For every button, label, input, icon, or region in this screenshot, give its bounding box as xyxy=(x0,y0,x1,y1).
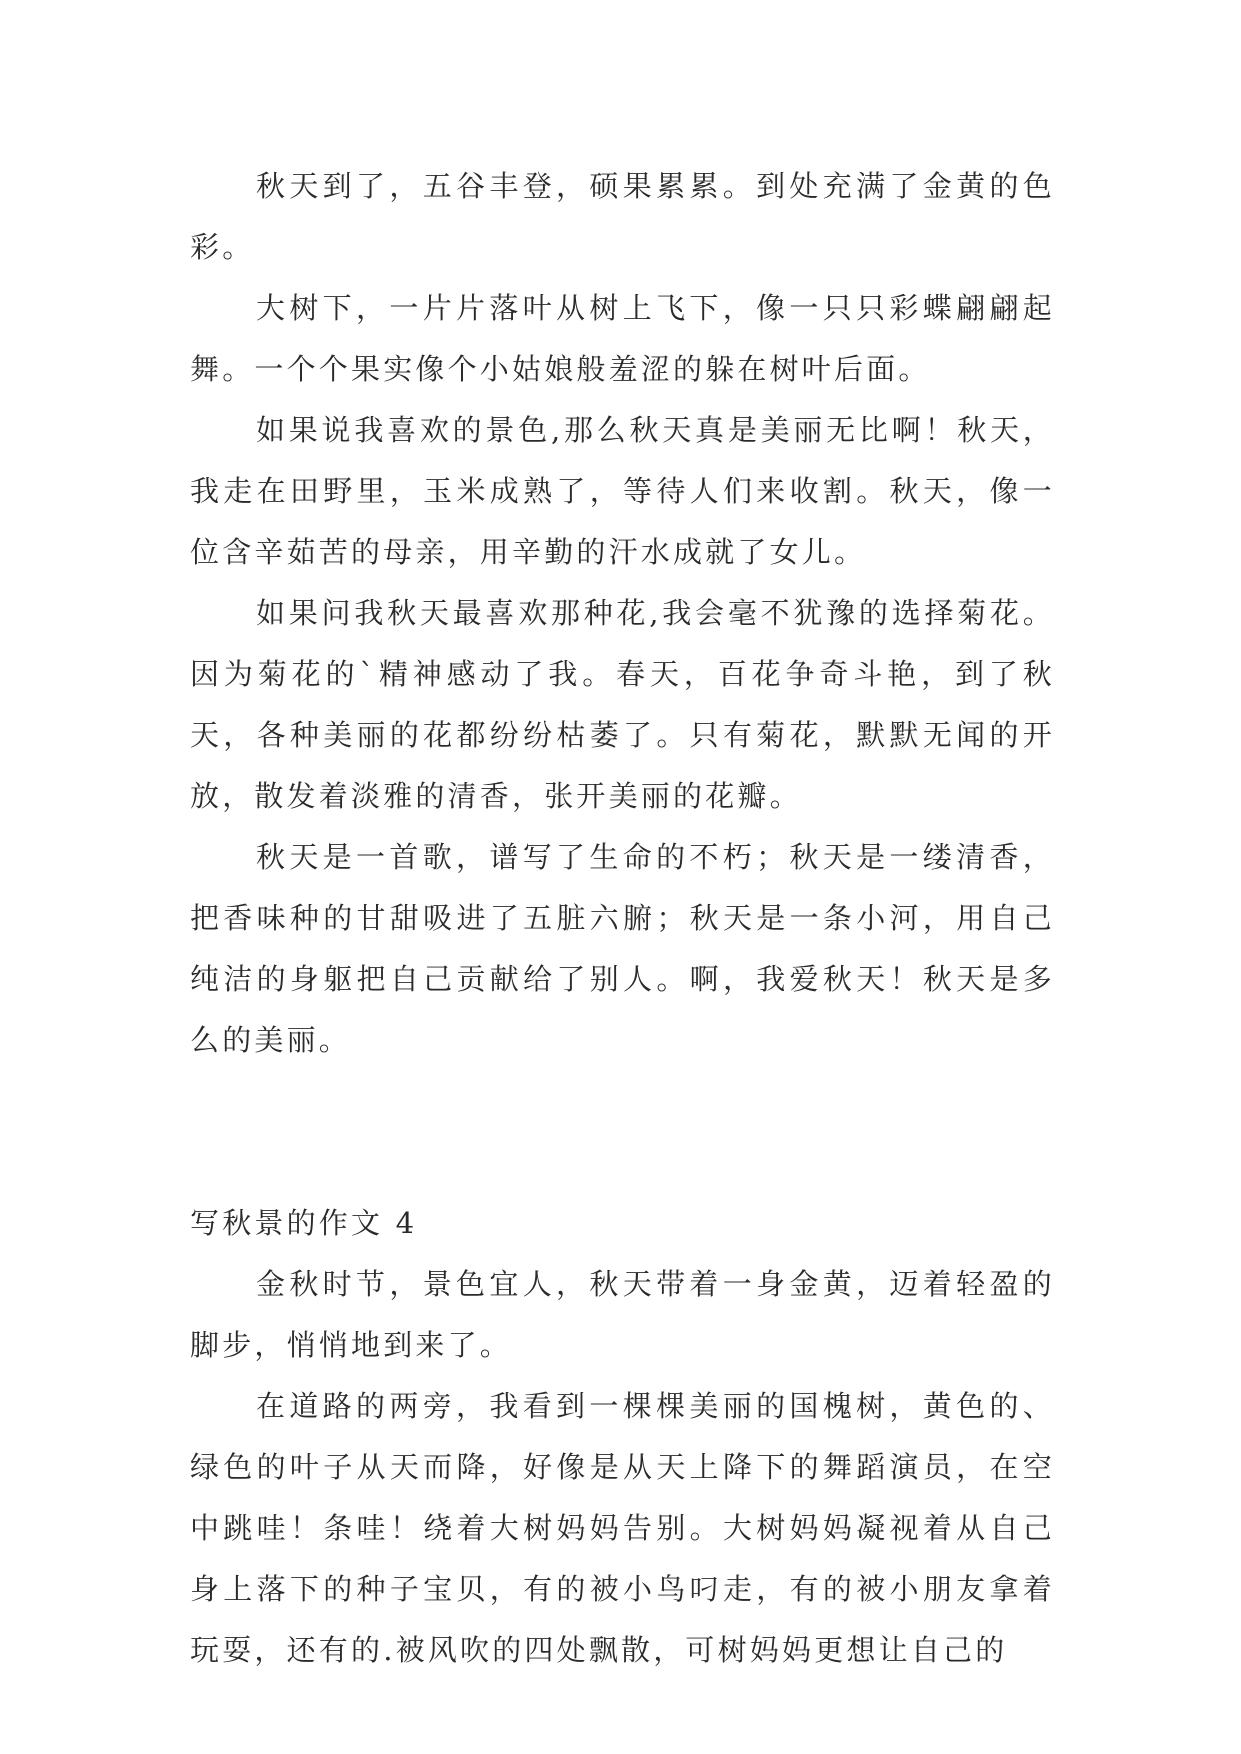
section-spacer xyxy=(190,1071,1055,1193)
paragraph-4: 如果问我秋天最喜欢那种花,我会毫不犹豫的选择菊花。因为菊花的`精神感动了我。春天，百花争奇斗艳，到了秋天，各种美丽的花都纷纷枯萎了。只有菊花，默默无闻的开放，散发着淡雅的清香，张开美丽的花瓣。 xyxy=(190,596,1055,813)
document-body xyxy=(190,156,1055,1681)
paragraph-5: 秋天是一首歌，谱写了生命的不朽；秋天是一缕清香，把香味种的甘甜吸进了五脏六腑；秋天是一条小河，用自己纯洁的身躯把自己贡献给了别人。啊，我爱秋天！秋天是多么的美丽。 xyxy=(190,840,1055,1057)
paragraph-3: 如果说我喜欢的景色,那么秋天真是美丽无比啊！秋天，我走在田野里，玉米成熟了，等待人们来收割。秋天，像一位含辛茹苦的母亲，用辛勤的汗水成就了女儿。 xyxy=(190,413,1055,569)
section-title: 写秋景的作文 4 xyxy=(190,1206,418,1240)
paragraph-6: 金秋时节，景色宜人，秋天带着一身金黄，迈着轻盈的脚步，悄悄地到来了。 xyxy=(190,1267,1055,1362)
paragraph-1: 秋天到了，五谷丰登，硕果累累。到处充满了金黄的色彩。 xyxy=(190,169,1055,264)
paragraph-7: 在道路的两旁，我看到一棵棵美丽的国槐树，黄色的、绿色的叶子从天而降，好像是从天上降下的舞蹈演员，在空中跳哇！条哇！绕着大树妈妈告别。大树妈妈凝视着从自己身上落下的种子宝贝，有的被小鸟叼走，有的被小朋友拿着玩耍，还有的.被风吹的四处飘散，可树妈妈更想让自己的 xyxy=(190,1389,1055,1667)
paragraph-2: 大树下，一片片落叶从树上飞下，像一只只彩蝶翩翩起舞。一个个果实像个小姑娘般羞涩的躲在树叶后面。 xyxy=(190,291,1055,386)
